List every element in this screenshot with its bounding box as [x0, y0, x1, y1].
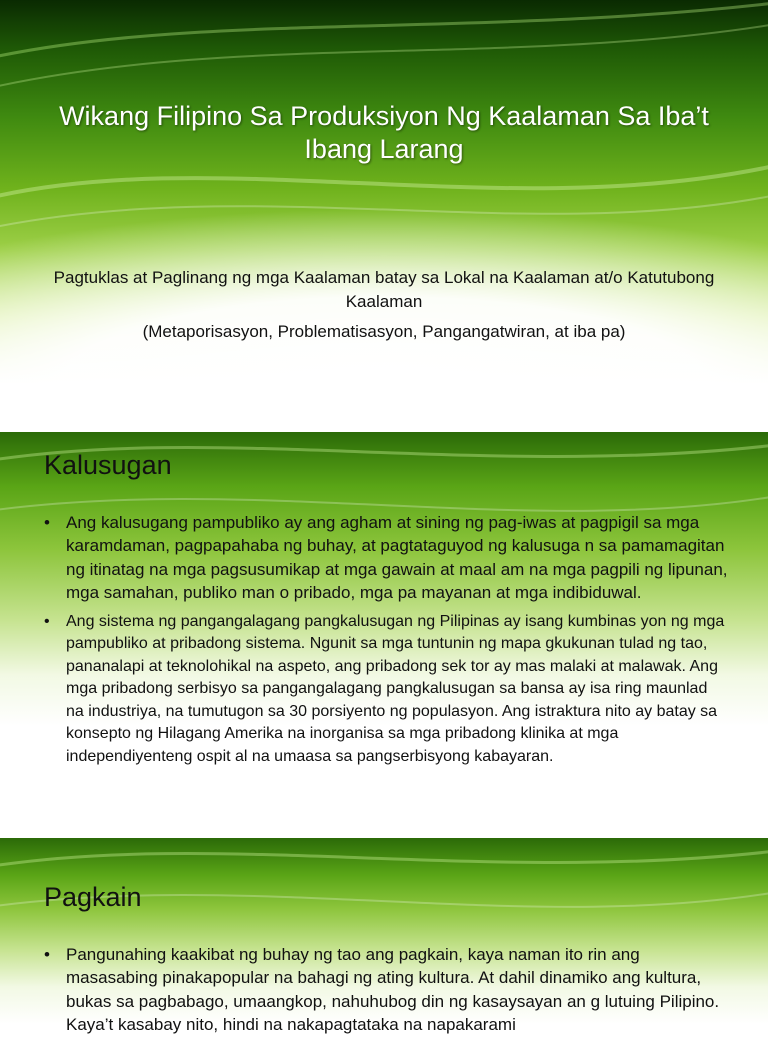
list-item: • Ang kalusugang pampubliko ay ang agham at sining ng pag-iwas at pagpigil sa mga karamdaman, pagpapahaba ng buhay, at pagtataguyod ng kalusuga n sa pamamagitan ng itinatag na mga pagsusumikap at mga gawain at maal am na mga pagpili ng lipunan, mga samahan, publiko man o pribado, mga pa mayanan at mga indibiduwal.	[44, 511, 728, 605]
subtitle-line: (Metaporisasyon, Problematisasyon, Pangangatwiran, at iba pa)	[142, 322, 626, 341]
slide-title: Wikang Filipino Sa Produksiyon Ng Kaalaman Sa Iba’t Ibang Larang	[59, 101, 709, 164]
list-item: • Ang sistema ng pangangalagang pangkalusugan ng Pilipinas ay isang kumbinas yon ng mga pampubliko at pribadong sistema. Ngunit sa mga tuntunin ng mapa gkukunan tulad ng tao, pananalapi at teknolohikal na aspeto, ang pribadong sek tor ay mas malaki at malawak. Ang mga pribadong serbisyo sa pangangalagang pangkalusugan sa bansa ay isa ring maunlad na industriya, na tumutugon sa 30 porsiyento ng populasyon. Ang istraktura nito ay batay sa konsepto ng Hilagang Amerika na inorganisa sa mga pribadong klinika at mga independiyenteng ospit al na umaasa sa pangserbisyong kabayaran.	[44, 611, 728, 769]
title-slide	[0, 0, 768, 418]
swoosh-decoration	[0, 0, 768, 418]
pagkain-slide	[0, 838, 768, 1035]
kalusugan-slide	[0, 432, 768, 824]
slide-heading: Pagkain	[44, 882, 142, 912]
slide-heading: Kalusugan	[44, 450, 172, 480]
bullet-list	[44, 511, 728, 768]
list-item: • Pangunahing kaakibat ng buhay ng tao ang pagkain, kaya naman ito rin ang masasabing pinakapopular na bahagi ng ating kultura. At dahil dinamiko ang kultura, bukas sa pagbabago, umaangkop, nahuhubog din ng kasaysayan an g lutuing Pilipino. Kaya’t kasabay nito, hindi na nakapagtataka na napakarami	[44, 943, 728, 1037]
slide-subtitle	[50, 266, 718, 344]
bullet-list	[44, 943, 728, 1037]
subtitle-line: Pagtuklas at Paglinang ng mga Kaalaman batay sa Lokal na Kaalaman at/o Katutubong Kaalaman	[53, 268, 715, 311]
